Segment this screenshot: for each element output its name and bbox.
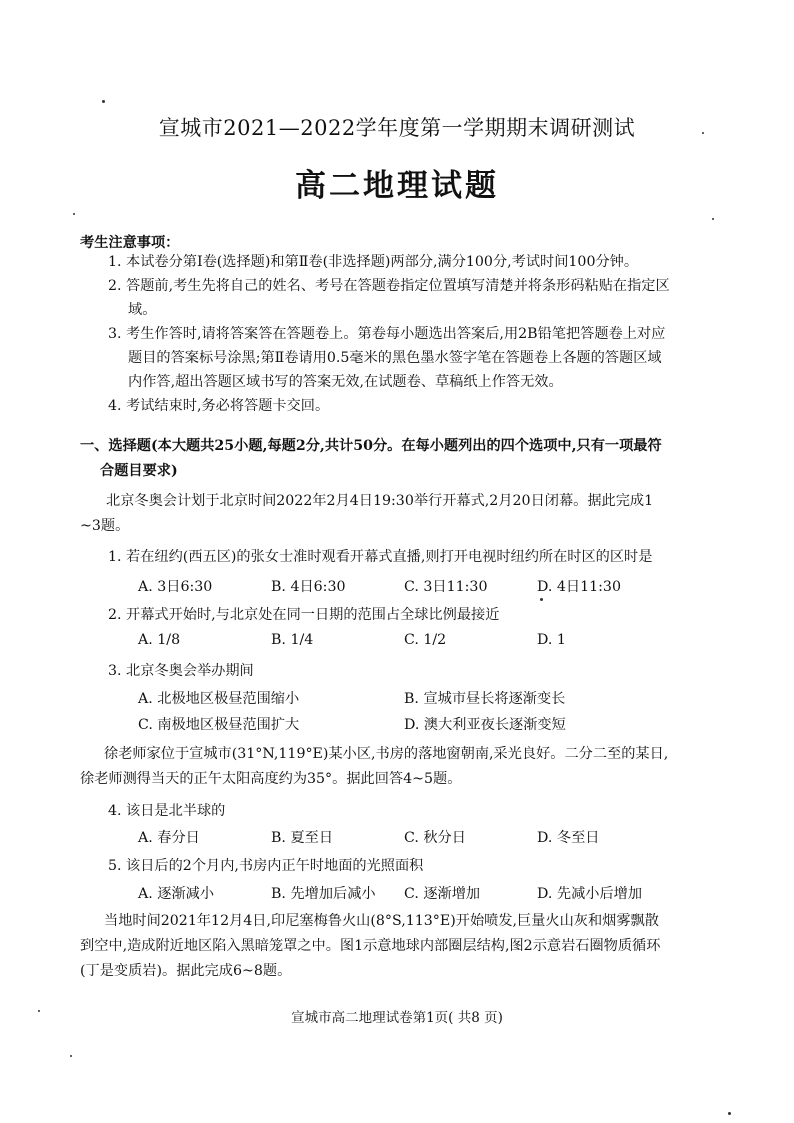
notice-heading: 考生注意事项：	[80, 235, 180, 251]
q5-option-d: D. 先减小后增加	[537, 886, 643, 902]
passage2-line1: 徐老师家位于宣城市(31°N,119°E)某小区,书房的落地窗朝南,采光良好。二分二至的某日,	[104, 746, 669, 762]
q2-option-a: A. 1/8	[138, 632, 181, 648]
q4-option-a: A. 春分日	[138, 830, 200, 846]
q4-option-b: B. 夏至日	[271, 830, 334, 846]
q5-stem: 5. 该日后的2个月内,书房内正午时地面的光照面积	[108, 858, 424, 874]
scan-speck	[712, 218, 714, 220]
q2-option-d: D. 1	[537, 632, 566, 648]
q1-option-c: C. 3日11:30	[404, 579, 488, 595]
q5-option-b: B. 先增加后减小	[271, 886, 376, 902]
notice-item-4: 4. 考试结束时,务必将答题卡交回。	[108, 398, 330, 414]
q3-stem: 3. 北京冬奥会举办期间	[108, 663, 254, 679]
section1-heading: 一、选择题(本大题共25小题,每题2分,共计50分。在每小题列出的四个选项中,只有一项最符	[80, 438, 662, 454]
passage3-line3: (丁是变质岩)。据此完成6~8题。	[80, 963, 292, 979]
passage1-line2: ~3题。	[80, 518, 130, 534]
scan-speck	[540, 598, 543, 601]
q4-option-c: C. 秋分日	[404, 830, 466, 846]
scan-speck	[38, 1010, 40, 1012]
q2-option-c: C. 1/2	[404, 632, 447, 648]
subject-title: 高二地理试题	[295, 168, 499, 204]
notice-item-2: 2. 答题前,考生先将自己的姓名、考号在答题卷指定位置填写清楚并将条形码粘贴在指定区	[108, 278, 670, 294]
section1-heading-cont: 合题目要求)	[100, 463, 178, 479]
scan-speck	[70, 1055, 72, 1057]
notice-item-3-cont-2: 内作答,超出答题区域书写的答案无效,在试题卷、草稿纸上作答无效。	[128, 374, 563, 390]
scan-speck	[102, 100, 105, 103]
q1-option-d: D. 4日11:30	[537, 579, 621, 595]
passage3-line2: 到空中,造成附近地区陷入黑暗笼罩之中。图1示意地球内部圈层结构,图2示意岩石圈物质循环	[80, 938, 661, 954]
q5-option-a: A. 逐渐减小	[138, 886, 215, 902]
q1-option-a: A. 3日6:30	[138, 579, 213, 595]
q4-option-d: D. 冬至日	[537, 830, 600, 846]
notice-item-1: 1. 本试卷分第Ⅰ卷(选择题)和第Ⅱ卷(非选择题)两部分,满分100分,考试时间100分钟。	[108, 254, 639, 270]
q2-stem: 2. 开幕式开始时,与北京处在同一日期的范围占全球比例最接近	[108, 607, 500, 623]
exam-title: 宣城市2021—2022学年度第一学期期末调研测试	[158, 116, 636, 140]
passage2-line2: 徐老师测得当天的正午太阳高度约为35°。据此回答4~5题。	[80, 771, 462, 787]
q3-option-d: D. 澳大利亚夜长逐渐变短	[404, 717, 566, 733]
scan-speck	[73, 213, 75, 215]
q1-option-b: B. 4日6:30	[271, 579, 346, 595]
q2-option-b: B. 1/4	[271, 632, 314, 648]
scan-speck	[702, 132, 704, 134]
q3-option-c: C. 南极地区极昼范围扩大	[138, 717, 300, 733]
q4-stem: 4. 该日是北半球的	[108, 803, 226, 819]
q1-stem: 1. 若在纽约(西五区)的张女士准时观看开幕式直播,则打开电视时纽约所在时区的区时是	[108, 549, 653, 565]
q3-option-b: B. 宣城市昼长将逐渐变长	[404, 691, 566, 707]
q3-option-a: A. 北极地区极昼范围缩小	[138, 691, 300, 707]
notice-item-2-cont: 域。	[128, 302, 157, 318]
notice-item-3: 3. 考生作答时,请将答案答在答题卷上。第卷每小题选出答案后,用2B铅笔把答题卷上对应	[108, 326, 666, 342]
passage3-line1: 当地时间2021年12月4日,印尼塞梅鲁火山(8°S,113°E)开始喷发,巨量火山灰和烟雾飘散	[104, 913, 659, 929]
q5-option-c: C. 逐渐增加	[404, 886, 481, 902]
page-footer: 宣城市高二地理试卷第1页( 共8 页)	[291, 1010, 503, 1026]
scan-speck	[728, 1112, 731, 1115]
passage1-line1: 北京冬奥会计划于北京时间2022年2月4日19:30举行开幕式,2月20日闭幕。据此完成1	[106, 493, 654, 509]
notice-item-3-cont-1: 题目的答案标号涂黑;第Ⅱ卷请用0.5毫米的黑色墨水签字笔在答题卷上各题的答题区域	[128, 350, 662, 366]
